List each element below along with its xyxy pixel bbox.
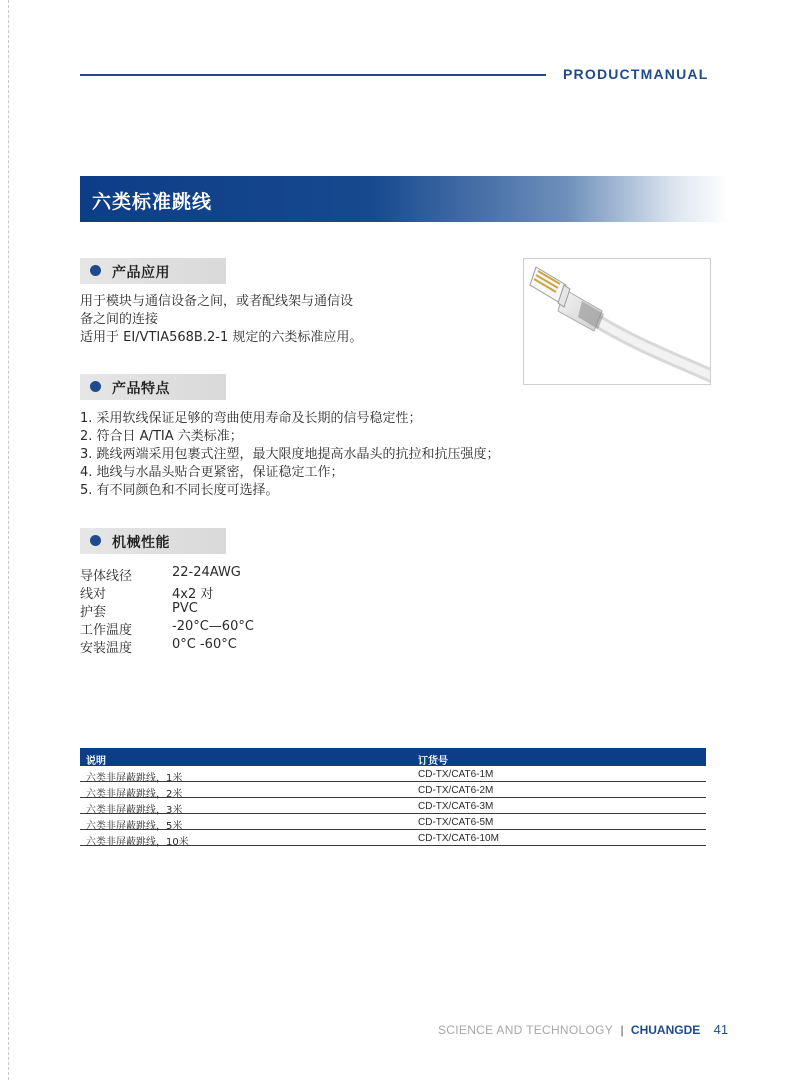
row-code: CD-TX/CAT6-10M bbox=[418, 833, 499, 844]
feature-item: 1. 采用软线保证足够的弯曲使用寿命及长期的信号稳定性； bbox=[80, 411, 422, 426]
bullet-dot-icon bbox=[90, 381, 101, 392]
mechanical-heading-label: 机械性能 bbox=[112, 535, 170, 551]
footer-separator: | bbox=[620, 1023, 624, 1037]
product-image-patch-cord bbox=[523, 258, 711, 385]
application-heading-label: 产品应用 bbox=[112, 265, 170, 281]
row-desc: 六类非屏蔽跳线，2米 bbox=[86, 789, 183, 800]
footer-brand: CHUANGDE bbox=[630, 1023, 701, 1037]
patch-cord-icon bbox=[524, 259, 711, 385]
row-desc: 六类非屏蔽跳线，10米 bbox=[86, 837, 189, 848]
table-row bbox=[80, 814, 706, 830]
application-line: 用于模块与通信设备之间，或者配线架与通信设 bbox=[80, 294, 354, 309]
order-table-header bbox=[80, 748, 706, 766]
page-number: 41 bbox=[713, 1022, 729, 1037]
application-line: 适用于 EI/VTIA568B.2-1 规定的六类标准应用。 bbox=[80, 330, 363, 345]
spec-key: 工作温度 bbox=[80, 623, 133, 638]
spec-table bbox=[80, 565, 380, 655]
order-table bbox=[80, 748, 706, 846]
table-row bbox=[80, 798, 706, 814]
mechanical-heading bbox=[80, 528, 226, 554]
spec-key: 护套 bbox=[80, 605, 107, 620]
features-list bbox=[80, 410, 500, 500]
header-code: 订货号 bbox=[418, 756, 448, 767]
row-desc: 六类非屏蔽跳线，1米 bbox=[86, 773, 183, 784]
header-rule bbox=[80, 74, 546, 76]
spec-value: 0°C -60°C bbox=[172, 637, 237, 652]
spec-row bbox=[80, 637, 380, 655]
spec-row bbox=[80, 565, 380, 583]
footer bbox=[438, 1022, 728, 1037]
row-code: CD-TX/CAT6-3M bbox=[418, 801, 494, 812]
section-banner bbox=[80, 176, 728, 222]
bullet-dot-icon bbox=[90, 265, 101, 276]
spec-value: -20°C—60°C bbox=[172, 619, 254, 634]
feature-item: 3. 跳线两端采用包裹式注塑，最大限度地提高水晶头的抗拉和抗压强度； bbox=[80, 447, 500, 462]
footer-tagline: SCIENCE AND TECHNOLOGY bbox=[438, 1023, 614, 1037]
spec-key: 安装温度 bbox=[80, 641, 133, 656]
row-desc: 六类非屏蔽跳线，3米 bbox=[86, 805, 183, 816]
application-text bbox=[80, 293, 362, 347]
application-heading bbox=[80, 258, 226, 284]
spec-key: 线对 bbox=[80, 587, 107, 602]
feature-item: 2. 符合日 A/TIA 六类标准； bbox=[80, 429, 243, 444]
feature-item: 4. 地线与水晶头贴合更紧密，保证稳定工作； bbox=[80, 465, 344, 480]
row-desc: 六类非屏蔽跳线，5米 bbox=[86, 821, 183, 832]
row-code: CD-TX/CAT6-2M bbox=[418, 785, 494, 796]
manual-title: PRODUCTMANUAL bbox=[563, 66, 709, 82]
application-line: 备之间的连接 bbox=[80, 312, 159, 327]
spec-key: 导体线径 bbox=[80, 569, 133, 584]
row-code: CD-TX/CAT6-1M bbox=[418, 769, 494, 780]
table-row bbox=[80, 782, 706, 798]
table-row bbox=[80, 830, 706, 846]
spec-value: PVC bbox=[172, 601, 198, 616]
features-heading bbox=[80, 374, 226, 400]
feature-item: 5. 有不同颜色和不同长度可选择。 bbox=[80, 483, 279, 498]
section-title: 六类标准跳线 bbox=[92, 191, 213, 213]
spec-value: 4x2 对 bbox=[172, 587, 214, 602]
page-edge-dashed-line bbox=[8, 0, 9, 1080]
table-row bbox=[80, 766, 706, 782]
spec-row bbox=[80, 619, 380, 637]
row-code: CD-TX/CAT6-5M bbox=[418, 817, 494, 828]
header-desc: 说明 bbox=[86, 756, 106, 767]
spec-row bbox=[80, 601, 380, 619]
spec-value: 22-24AWG bbox=[172, 565, 241, 580]
bullet-dot-icon bbox=[90, 535, 101, 546]
spec-row bbox=[80, 583, 380, 601]
features-heading-label: 产品特点 bbox=[112, 381, 170, 397]
